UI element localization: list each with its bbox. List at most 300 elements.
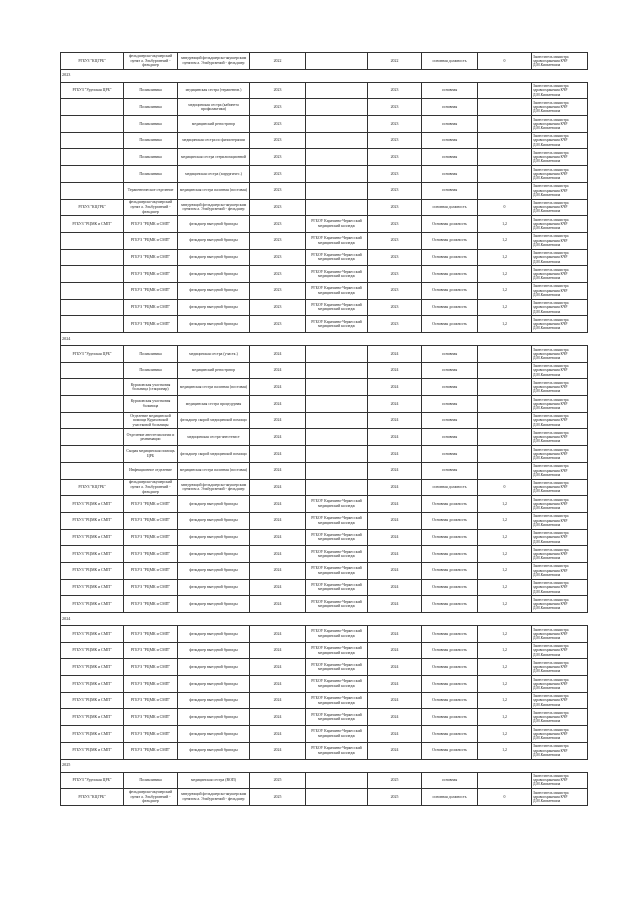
cell-year-b: 2024 xyxy=(368,379,422,396)
year-label: 2023 xyxy=(61,69,588,82)
cell-approver: Заместитель министра здравоохранения КЧР Д.М.Кипкеевшпа xyxy=(532,249,588,266)
cell-rate: 1,2 xyxy=(478,512,532,529)
cell-year-b: 2023 xyxy=(368,316,422,333)
cell-org: РГБУЗ "РЦМК и СМП" xyxy=(61,726,124,743)
cell-type: Основная должность xyxy=(422,742,478,759)
cell-year-a: 2025 xyxy=(250,772,306,789)
cell-year-a: 2023 xyxy=(250,199,306,216)
cell-position: фельдшер выездной бригады xyxy=(178,726,250,743)
cell-type: основная xyxy=(422,462,478,479)
cell-school xyxy=(306,362,368,379)
cell-org xyxy=(61,182,124,199)
cell-year-b: 2024 xyxy=(368,596,422,613)
cell-org xyxy=(61,412,124,429)
table-row xyxy=(61,659,588,676)
cell-position: фельдшер выездной бригады xyxy=(178,579,250,596)
table-row xyxy=(61,726,588,743)
cell-rate: 1,2 xyxy=(478,529,532,546)
cell-year-a: 2023 xyxy=(250,82,306,99)
table-row xyxy=(61,362,588,379)
cell-org xyxy=(61,446,124,463)
cell-org: РГБУЗ "КЦГРБ" xyxy=(61,479,124,496)
cell-unit: Поликлиника xyxy=(124,346,178,363)
cell-rate: 0 xyxy=(478,199,532,216)
cell-type: Основная должность xyxy=(422,299,478,316)
cell-year-b: 2023 xyxy=(368,166,422,183)
cell-school xyxy=(306,789,368,806)
table-row xyxy=(61,316,588,333)
cell-approver: Заместитель министра здравоохранения КЧР Д.М.Кипкеевшпа xyxy=(532,512,588,529)
cell-school: РГБОУ Карачаево-Черкесский медицинский колледж xyxy=(306,726,368,743)
cell-rate xyxy=(478,132,532,149)
table-row xyxy=(61,676,588,693)
cell-approver: Заместитель министра здравоохранения КЧР Д.М.Кипкеевшпа xyxy=(532,362,588,379)
cell-position: фельдшер выездной бригады xyxy=(178,529,250,546)
cell-school xyxy=(306,149,368,166)
cell-approver: Заместитель министра здравоохранения КЧР Д.М.Кипкеевшпа xyxy=(532,53,588,70)
cell-position: медицинский регистратор xyxy=(178,362,250,379)
table-row xyxy=(61,642,588,659)
cell-org xyxy=(61,99,124,116)
cell-unit: РГБУЗ "РЦМК и СМП" xyxy=(124,676,178,693)
cell-rate xyxy=(478,412,532,429)
cell-year-b: 2024 xyxy=(368,659,422,676)
cell-rate: 1,2 xyxy=(478,742,532,759)
cell-position: фельдшер выездной бригады xyxy=(178,676,250,693)
cell-year-a: 2024 xyxy=(250,709,306,726)
cell-school xyxy=(306,446,368,463)
cell-type: Основная должность xyxy=(422,562,478,579)
cell-org xyxy=(61,149,124,166)
cell-type: Основная должность xyxy=(422,692,478,709)
cell-school: РГБОУ Карачаево-Черкесский медицинский колледж xyxy=(306,316,368,333)
cell-approver: Заместитель министра здравоохранения КЧР Д.М.Кипкеевшпа xyxy=(532,182,588,199)
cell-unit: Поликлиника xyxy=(124,82,178,99)
cell-school: РГБОУ Карачаево-Черкесский медицинский колледж xyxy=(306,626,368,643)
cell-unit: РГБУЗ "РЦМК и СМП" xyxy=(124,709,178,726)
table-row xyxy=(61,216,588,233)
cell-org xyxy=(61,362,124,379)
cell-org: РГБУЗ "РЦМК и СМП" xyxy=(61,626,124,643)
cell-rate: 1,2 xyxy=(478,282,532,299)
cell-rate: 1,2 xyxy=(478,562,532,579)
cell-position: фельдшер выездной бригады xyxy=(178,742,250,759)
year-separator-row xyxy=(61,333,588,346)
cell-school xyxy=(306,99,368,116)
table-body xyxy=(61,53,588,806)
cell-year-a: 2023 xyxy=(250,299,306,316)
cell-unit: РГБУЗ "РЦМК и СМП" xyxy=(124,742,178,759)
cell-type: основная xyxy=(422,396,478,413)
cell-unit: Инфекционное отделение xyxy=(124,462,178,479)
cell-position: медицинский регистратор xyxy=(178,116,250,133)
cell-year-a: 2024 xyxy=(250,446,306,463)
cell-rate xyxy=(478,446,532,463)
cell-approver: Заместитель министра здравоохранения КЧР Д.М.Кипкеевшпа xyxy=(532,132,588,149)
cell-org: РГБУЗ "РЦМК и СМП" xyxy=(61,496,124,513)
cell-year-a: 2024 xyxy=(250,642,306,659)
cell-school: РГБОУ Карачаево-Черкесский медицинский колледж xyxy=(306,642,368,659)
table-row xyxy=(61,626,588,643)
cell-position: фельдшер скорой медицинской помощи xyxy=(178,446,250,463)
cell-year-b: 2024 xyxy=(368,362,422,379)
table-row xyxy=(61,53,588,70)
cell-school: РГБОУ Карачаево-Черкесский медицинский колледж xyxy=(306,659,368,676)
cell-approver: Заместитель министра здравоохранения КЧР Д.М.Кипкеевшпа xyxy=(532,596,588,613)
cell-year-b: 2023 xyxy=(368,232,422,249)
cell-unit: Кураховская участковая больница xyxy=(124,396,178,413)
cell-year-a: 2024 xyxy=(250,512,306,529)
cell-unit: РГБУЗ "РЦМК и СМП" xyxy=(124,642,178,659)
cell-year-b: 2024 xyxy=(368,692,422,709)
cell-year-b: 2023 xyxy=(368,266,422,283)
cell-year-a: 2024 xyxy=(250,479,306,496)
cell-org xyxy=(61,429,124,446)
cell-type: Основная должность xyxy=(422,529,478,546)
cell-type: основная должность xyxy=(422,479,478,496)
cell-rate xyxy=(478,379,532,396)
cell-unit: РГБУЗ "РЦМК и СМП" xyxy=(124,579,178,596)
cell-rate: 0 xyxy=(478,789,532,806)
cell-year-a: 2024 xyxy=(250,726,306,743)
cell-type: основная xyxy=(422,82,478,99)
cell-rate: 1,2 xyxy=(478,596,532,613)
cell-unit: Скорая медицинская помощь ЦРБ xyxy=(124,446,178,463)
table-row xyxy=(61,462,588,479)
cell-type: Основная должность xyxy=(422,579,478,596)
cell-year-b: 2023 xyxy=(368,199,422,216)
cell-position: медицинская сестра (терапевтов.) xyxy=(178,82,250,99)
cell-year-b: 2024 xyxy=(368,496,422,513)
table-row xyxy=(61,562,588,579)
cell-approver: Заместитель министра здравоохранения КЧР Д.М.Кипкеевшпа xyxy=(532,642,588,659)
cell-org xyxy=(61,266,124,283)
cell-position: фельдшер выездной бригады xyxy=(178,512,250,529)
cell-year-a: 2023 xyxy=(250,316,306,333)
cell-approver: Заместитель министра здравоохранения КЧР Д.М.Кипкеевшпа xyxy=(532,579,588,596)
cell-unit: РГБУЗ "РЦМК и СМП" xyxy=(124,529,178,546)
cell-year-a: 2023 xyxy=(250,182,306,199)
cell-org xyxy=(61,116,124,133)
cell-org: РГБУЗ "РЦМК и СМП" xyxy=(61,216,124,233)
cell-year-a: 2023 xyxy=(250,216,306,233)
cell-position: медицинская сестра (участк.) xyxy=(178,346,250,363)
table-row xyxy=(61,149,588,166)
cell-approver: Заместитель министра здравоохранения КЧР Д.М.Кипкеевшпа xyxy=(532,299,588,316)
cell-org xyxy=(61,379,124,396)
cell-year-b: 2023 xyxy=(368,116,422,133)
cell-position: медицинская сестра (хирургичес.) xyxy=(178,166,250,183)
cell-school: РГБОУ Карачаево-Черкесский медицинский колледж xyxy=(306,282,368,299)
table-row xyxy=(61,709,588,726)
cell-type: Основная должность xyxy=(422,496,478,513)
cell-school: РГБОУ Карачаево-Черкесский медицинский колледж xyxy=(306,676,368,693)
cell-position: медицинская сестра (ВОП) xyxy=(178,772,250,789)
cell-type: основная xyxy=(422,379,478,396)
cell-org: РГБУЗ "РЦМК и СМП" xyxy=(61,512,124,529)
cell-unit: Отделение медицинской помощи Кураховской участковой больницы xyxy=(124,412,178,429)
table-row xyxy=(61,266,588,283)
cell-rate: 1,2 xyxy=(478,266,532,283)
cell-unit: РГБУЗ "РЦМК и СМП" xyxy=(124,266,178,283)
cell-year-b: 2023 xyxy=(368,182,422,199)
cell-year-a: 2023 xyxy=(250,166,306,183)
cell-type: Основная должность xyxy=(422,249,478,266)
cell-position: фельдшер выездной бригады xyxy=(178,659,250,676)
cell-year-b: 2024 xyxy=(368,676,422,693)
table-row xyxy=(61,512,588,529)
cell-type: основная xyxy=(422,412,478,429)
table-row xyxy=(61,182,588,199)
cell-type: основная xyxy=(422,99,478,116)
cell-approver: Заместитель министра здравоохранения КЧР Д.М.Кипкеевшпа xyxy=(532,379,588,396)
cell-school xyxy=(306,479,368,496)
cell-rate xyxy=(478,99,532,116)
cell-unit: РГБУЗ "РЦМК и СМП" xyxy=(124,496,178,513)
table-row xyxy=(61,116,588,133)
cell-approver: Заместитель министра здравоохранения КЧР Д.М.Кипкеевшпа xyxy=(532,676,588,693)
cell-org: РГБУЗ "РЦМК и СМП" xyxy=(61,546,124,563)
cell-type: основная xyxy=(422,346,478,363)
cell-year-a: 2024 xyxy=(250,676,306,693)
cell-year-b: 2023 xyxy=(368,99,422,116)
cell-year-b: 2024 xyxy=(368,396,422,413)
cell-rate xyxy=(478,116,532,133)
cell-rate: 1,2 xyxy=(478,642,532,659)
cell-type: Основная должность xyxy=(422,659,478,676)
cell-approver: Заместитель министра здравоохранения КЧР Д.М.Кипкеевшпа xyxy=(532,282,588,299)
cell-approver: Заместитель министра здравоохранения КЧР Д.М.Кипкеевшпа xyxy=(532,99,588,116)
cell-position: заведующий фельдшерско-акушерским пунктом а. Эльбурганчий - фельдшер xyxy=(178,199,250,216)
cell-org xyxy=(61,232,124,249)
cell-unit: РГБУЗ "РЦМК и СМП" xyxy=(124,299,178,316)
cell-year-b: 2024 xyxy=(368,512,422,529)
cell-year-a: 2024 xyxy=(250,379,306,396)
cell-org xyxy=(61,316,124,333)
cell-school: РГБОУ Карачаево-Черкесский медицинский колледж xyxy=(306,596,368,613)
cell-rate: 1,2 xyxy=(478,232,532,249)
cell-type: основная xyxy=(422,166,478,183)
cell-org: РГБУЗ "РЦМК и СМП" xyxy=(61,676,124,693)
table-row xyxy=(61,282,588,299)
cell-year-a: 2023 xyxy=(250,249,306,266)
cell-type: Основная должность xyxy=(422,676,478,693)
cell-position: фельдшер выездной бригады xyxy=(178,299,250,316)
cell-unit: РГБУЗ "РЦМК и СМП" xyxy=(124,316,178,333)
cell-school xyxy=(306,116,368,133)
cell-org: РГБУЗ "РЦМК и СМП" xyxy=(61,742,124,759)
cell-approver: Заместитель министра здравоохранения КЧР Д.М.Кипкеевшпа xyxy=(532,446,588,463)
cell-rate xyxy=(478,166,532,183)
cell-approver: Заместитель министра здравоохранения КЧР Д.М.Кипкеевшпа xyxy=(532,709,588,726)
cell-year-b: 2024 xyxy=(368,579,422,596)
cell-year-a: 2024 xyxy=(250,742,306,759)
cell-approver: Заместитель министра здравоохранения КЧР Д.М.Кипкеевшпа xyxy=(532,479,588,496)
cell-unit: РГБУЗ "РЦМК и СМП" xyxy=(124,232,178,249)
cell-rate: 0 xyxy=(478,479,532,496)
cell-rate xyxy=(478,396,532,413)
table-row xyxy=(61,299,588,316)
cell-rate: 1,2 xyxy=(478,216,532,233)
cell-year-b: 2023 xyxy=(368,249,422,266)
cell-year-b: 2023 xyxy=(368,216,422,233)
cell-type: основная xyxy=(422,132,478,149)
cell-school xyxy=(306,346,368,363)
cell-position: фельдшер выездной бригады xyxy=(178,692,250,709)
cell-approver: Заместитель министра здравоохранения КЧР Д.М.Кипкеевшпа xyxy=(532,166,588,183)
cell-rate: 1,2 xyxy=(478,299,532,316)
cell-org: РГБУЗ "КЦГРБ" xyxy=(61,53,124,70)
cell-position: фельдшер скорой медицинской помощи xyxy=(178,412,250,429)
cell-position: фельдшер выездной бригады xyxy=(178,249,250,266)
cell-approver: Заместитель министра здравоохранения КЧР Д.М.Кипкеевшпа xyxy=(532,626,588,643)
cell-org: РГБУЗ "РЦМК и СМП" xyxy=(61,529,124,546)
table-row xyxy=(61,529,588,546)
cell-rate: 0 xyxy=(478,53,532,70)
cell-type: Основная должность xyxy=(422,266,478,283)
cell-org: РГБУЗ "КЦГРБ" xyxy=(61,199,124,216)
cell-position: медицинская сестра по физиотерапии xyxy=(178,132,250,149)
cell-approver: Заместитель министра здравоохранения КЧР Д.М.Кипкеевшпа xyxy=(532,199,588,216)
table-row xyxy=(61,132,588,149)
cell-school xyxy=(306,166,368,183)
cell-rate: 1,2 xyxy=(478,692,532,709)
cell-school: РГБОУ Карачаево-Черкесский медицинский колледж xyxy=(306,742,368,759)
cell-rate: 1,2 xyxy=(478,676,532,693)
cell-org: РГБУЗ "РЦМК и СМП" xyxy=(61,709,124,726)
cell-position: медицинская сестра палатная (постовая) xyxy=(178,182,250,199)
cell-unit: РГБУЗ "РЦМК и СМП" xyxy=(124,596,178,613)
table-row xyxy=(61,772,588,789)
cell-position: медицинская сестра палатная (постовая) xyxy=(178,462,250,479)
cell-year-b: 2024 xyxy=(368,529,422,546)
cell-type: основная xyxy=(422,772,478,789)
cell-rate: 1,2 xyxy=(478,726,532,743)
table-row xyxy=(61,99,588,116)
cell-approver: Заместитель министра здравоохранения КЧР Д.М.Кипкеевшпа xyxy=(532,266,588,283)
cell-position: заведующий фельдшерско-акушерским пунктом а. Эльбурганчий - фельдшер xyxy=(178,479,250,496)
cell-year-a: 2023 xyxy=(250,282,306,299)
cell-position: фельдшер выездной бригады xyxy=(178,232,250,249)
cell-position: заведующий фельдшерско-акушерским пунктом а. Эльбурганчий - фельдшер xyxy=(178,789,250,806)
cell-approver: Заместитель министра здравоохранения КЧР Д.М.Кипкеевшпа xyxy=(532,742,588,759)
table-row xyxy=(61,579,588,596)
staffing-table-sheet xyxy=(60,52,587,806)
cell-school xyxy=(306,82,368,99)
year-label: 2025 xyxy=(61,759,588,772)
cell-position: фельдшер выездной бригады xyxy=(178,496,250,513)
cell-school xyxy=(306,462,368,479)
cell-school: РГБОУ Карачаево-Черкесский медицинский колледж xyxy=(306,266,368,283)
cell-position: фельдшер выездной бригады xyxy=(178,596,250,613)
cell-unit: фельдшерско-акушерский пункт а. Эльбурганчий - фельдшер xyxy=(124,199,178,216)
cell-position: заведующий фельдшерско-акушерским пунктом а. Эльбурганчий - фельдшер xyxy=(178,53,250,70)
cell-unit: Поликлиника xyxy=(124,132,178,149)
table-row xyxy=(61,596,588,613)
cell-year-a: 2024 xyxy=(250,626,306,643)
cell-approver: Заместитель министра здравоохранения КЧР Д.М.Кипкеевшпа xyxy=(532,149,588,166)
cell-position: фельдшер выездной бригады xyxy=(178,562,250,579)
cell-position: медицинская сестра-анестезист xyxy=(178,429,250,446)
cell-unit: фельдшерско-акушерский пункт а. Эльбурганчий - фельдшер xyxy=(124,479,178,496)
cell-year-a: 2023 xyxy=(250,232,306,249)
table-row xyxy=(61,446,588,463)
staffing-table xyxy=(60,52,588,806)
cell-year-b: 2024 xyxy=(368,546,422,563)
cell-unit: РГБУЗ "РЦМК и СМП" xyxy=(124,626,178,643)
cell-year-a: 2024 xyxy=(250,659,306,676)
cell-type: основная xyxy=(422,182,478,199)
cell-type: основная должность xyxy=(422,53,478,70)
table-row xyxy=(61,789,588,806)
table-row xyxy=(61,429,588,446)
cell-rate xyxy=(478,462,532,479)
cell-org xyxy=(61,282,124,299)
cell-school: РГБОУ Карачаево-Черкесский медицинский колледж xyxy=(306,562,368,579)
cell-type: Основная должность xyxy=(422,232,478,249)
cell-year-a: 2024 xyxy=(250,529,306,546)
cell-year-b: 2025 xyxy=(368,789,422,806)
cell-unit: РГБУЗ "РЦМК и СМП" xyxy=(124,692,178,709)
cell-year-a: 2022 xyxy=(250,53,306,70)
cell-unit: Поликлиника xyxy=(124,149,178,166)
cell-school xyxy=(306,772,368,789)
cell-approver: Заместитель министра здравоохранения КЧР Д.М.Кипкеевшпа xyxy=(532,529,588,546)
cell-school xyxy=(306,412,368,429)
cell-type: Основная должность xyxy=(422,216,478,233)
cell-year-b: 2024 xyxy=(368,429,422,446)
cell-org: РГБУЗ "Урупская ЦРБ" xyxy=(61,772,124,789)
cell-school xyxy=(306,396,368,413)
cell-year-b: 2024 xyxy=(368,346,422,363)
cell-school: РГБОУ Карачаево-Черкесский медицинский колледж xyxy=(306,232,368,249)
cell-rate: 1,2 xyxy=(478,249,532,266)
cell-approver: Заместитель министра здравоохранения КЧР Д.М.Кипкеевшпа xyxy=(532,692,588,709)
cell-type: основная xyxy=(422,362,478,379)
cell-year-a: 2024 xyxy=(250,579,306,596)
cell-position: фельдшер выездной бригады xyxy=(178,546,250,563)
cell-approver: Заместитель министра здравоохранения КЧР Д.М.Кипкеевшпа xyxy=(532,82,588,99)
cell-approver: Заместитель министра здравоохранения КЧР Д.М.Кипкеевшпа xyxy=(532,216,588,233)
cell-rate: 1,2 xyxy=(478,709,532,726)
year-separator-row xyxy=(61,69,588,82)
cell-approver: Заместитель министра здравоохранения КЧР Д.М.Кипкеевшпа xyxy=(532,462,588,479)
table-row xyxy=(61,546,588,563)
cell-school xyxy=(306,429,368,446)
cell-approver: Заместитель министра здравоохранения КЧР Д.М.Кипкеевшпа xyxy=(532,396,588,413)
cell-school: РГБОУ Карачаево-Черкесский медицинский колледж xyxy=(306,546,368,563)
year-separator-row xyxy=(61,613,588,626)
cell-year-b: 2023 xyxy=(368,82,422,99)
cell-type: Основная должность xyxy=(422,546,478,563)
cell-year-b: 2023 xyxy=(368,149,422,166)
cell-org: РГБУЗ "РЦМК и СМП" xyxy=(61,579,124,596)
cell-year-b: 2024 xyxy=(368,626,422,643)
cell-approver: Заместитель министра здравоохранения КЧР Д.М.Кипкеевшпа xyxy=(532,346,588,363)
cell-rate xyxy=(478,149,532,166)
cell-org: РГБУЗ "Урупская ЦРБ" xyxy=(61,346,124,363)
cell-org: РГБУЗ "Урупская ЦРБ" xyxy=(61,82,124,99)
cell-position: медицинская сестра (кабинета профилактики) xyxy=(178,99,250,116)
cell-org xyxy=(61,166,124,183)
cell-unit: Кураховская участковая больница (стационар) xyxy=(124,379,178,396)
cell-year-b: 2023 xyxy=(368,299,422,316)
cell-unit: РГБУЗ "РЦМК и СМП" xyxy=(124,726,178,743)
cell-position: медицинская сестра стерилизационной xyxy=(178,149,250,166)
cell-year-b: 2024 xyxy=(368,709,422,726)
cell-approver: Заместитель министра здравоохранения КЧР Д.М.Кипкеевшпа xyxy=(532,789,588,806)
cell-org xyxy=(61,299,124,316)
